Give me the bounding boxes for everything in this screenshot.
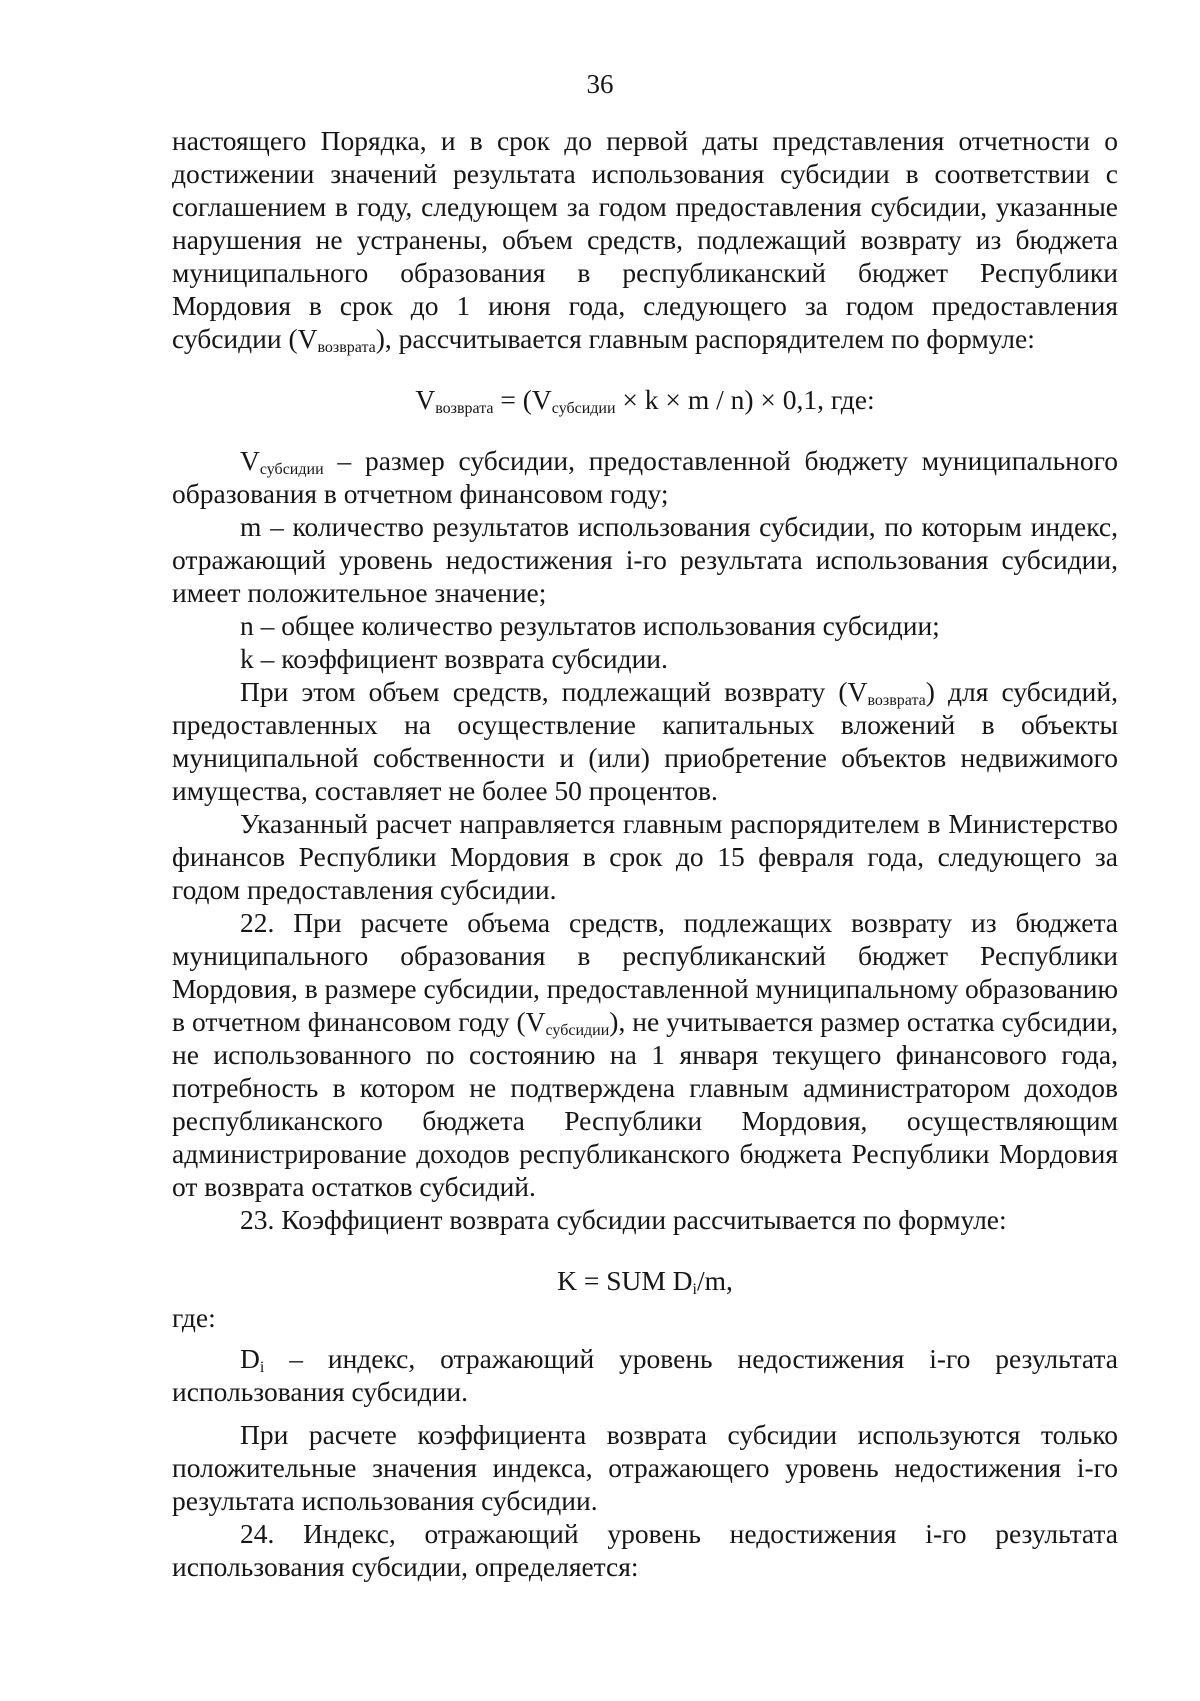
- intro-text: настоящего Порядка, и в срок до первой даты представления отчетности о достижении значений результата использования субсидии в соответствии с соглашением в году, следующем за годом предоставления субсидии, указанные нарушения не устранены, объем средств, подлежащий возврату из бюджета муниципального образования в республиканский бюджет Республики Мордовия в срок до 1 июня года, следующего за годом предоставления субсидии (V: [172, 125, 1118, 354]
- intro-subscript: возврата: [317, 339, 376, 356]
- definition-v-subsidy: $V_{субсидии}$ – размер субсидии, предоставленной бюджету муниципального образования в отчетном финансовом году;: [172, 445, 1118, 509]
- paragraph-24: 24. Индекс, отражающий уровень недостижения i-го результата использования субсидии, определяется:: [172, 1518, 1118, 1582]
- limit-paragraph: При этом объем средств, подлежащий возврату $(V_{возврата})$ для субсидий, предоставленных на осуществление капитальных вложений в объекты муниципальной собственности и (или) приобретение объектов недвижимого имущества, составляет не более 50 процентов.: [172, 676, 1118, 806]
- definition-m: m – количество результатов использования субсидии, по которым индекс, отражающий уровень недостижения i-го результата использования субсидии, имеет положительное значение;: [172, 511, 1118, 608]
- return-formula: $V_{возврата} = (V_{субсидии} \times k \times m / n) \times 0,1$, где:: [415, 384, 875, 417]
- page-number: 36: [586, 69, 614, 99]
- definition-d: $D_i$ – индекс, отражающий уровень недостижения i-го результата использования субсидии.: [172, 1343, 1118, 1407]
- document-body: [172, 124, 1118, 1583]
- definition-n: n – общее количество результатов использования субсидии;: [240, 610, 940, 641]
- send-paragraph: Указанный расчет направляется главным распорядителем в Министерство финансов Республики Мордовия в срок до 15 февраля года, следующего за годом предоставления субсидии.: [172, 808, 1118, 905]
- intro-text-end: ), рассчитывается главным распорядителем по формуле:: [375, 323, 1035, 354]
- definition-k: k – коэффициент возврата субсидии.: [240, 643, 668, 674]
- coefficient-formula: K = SUM $D_i/m$,: [557, 1265, 733, 1298]
- paragraph-22: 22. При расчете объема средств, подлежащих возврату из бюджета муниципального образования в республиканский бюджет Республики Мордовия, в размере субсидии, предоставленной муниципальному образованию в отчетном финансовом году $(V_{субсидии})$, не учитывается размер остатка субсидии, не использованного по состоянию на 1 января текущего финансового года, потребность в котором не подтверждена главным администратором доходов республиканского бюджета Республики Мордовия, осуществляющим администрирование доходов республиканского бюджета Республики Мордовия от возврата остатков субсидий.: [172, 907, 1118, 1202]
- positive-values-paragraph: При расчете коэффициента возврата субсидии используются только положительные значения индекса, отражающего уровень недостижения i-го результата использования субсидии.: [172, 1419, 1118, 1516]
- where-label: где:: [172, 1302, 216, 1333]
- paragraph-23: 23. Коэффициент возврата субсидии рассчитывается по формуле:: [240, 1204, 1007, 1235]
- intro-paragraph: [172, 124, 1118, 355]
